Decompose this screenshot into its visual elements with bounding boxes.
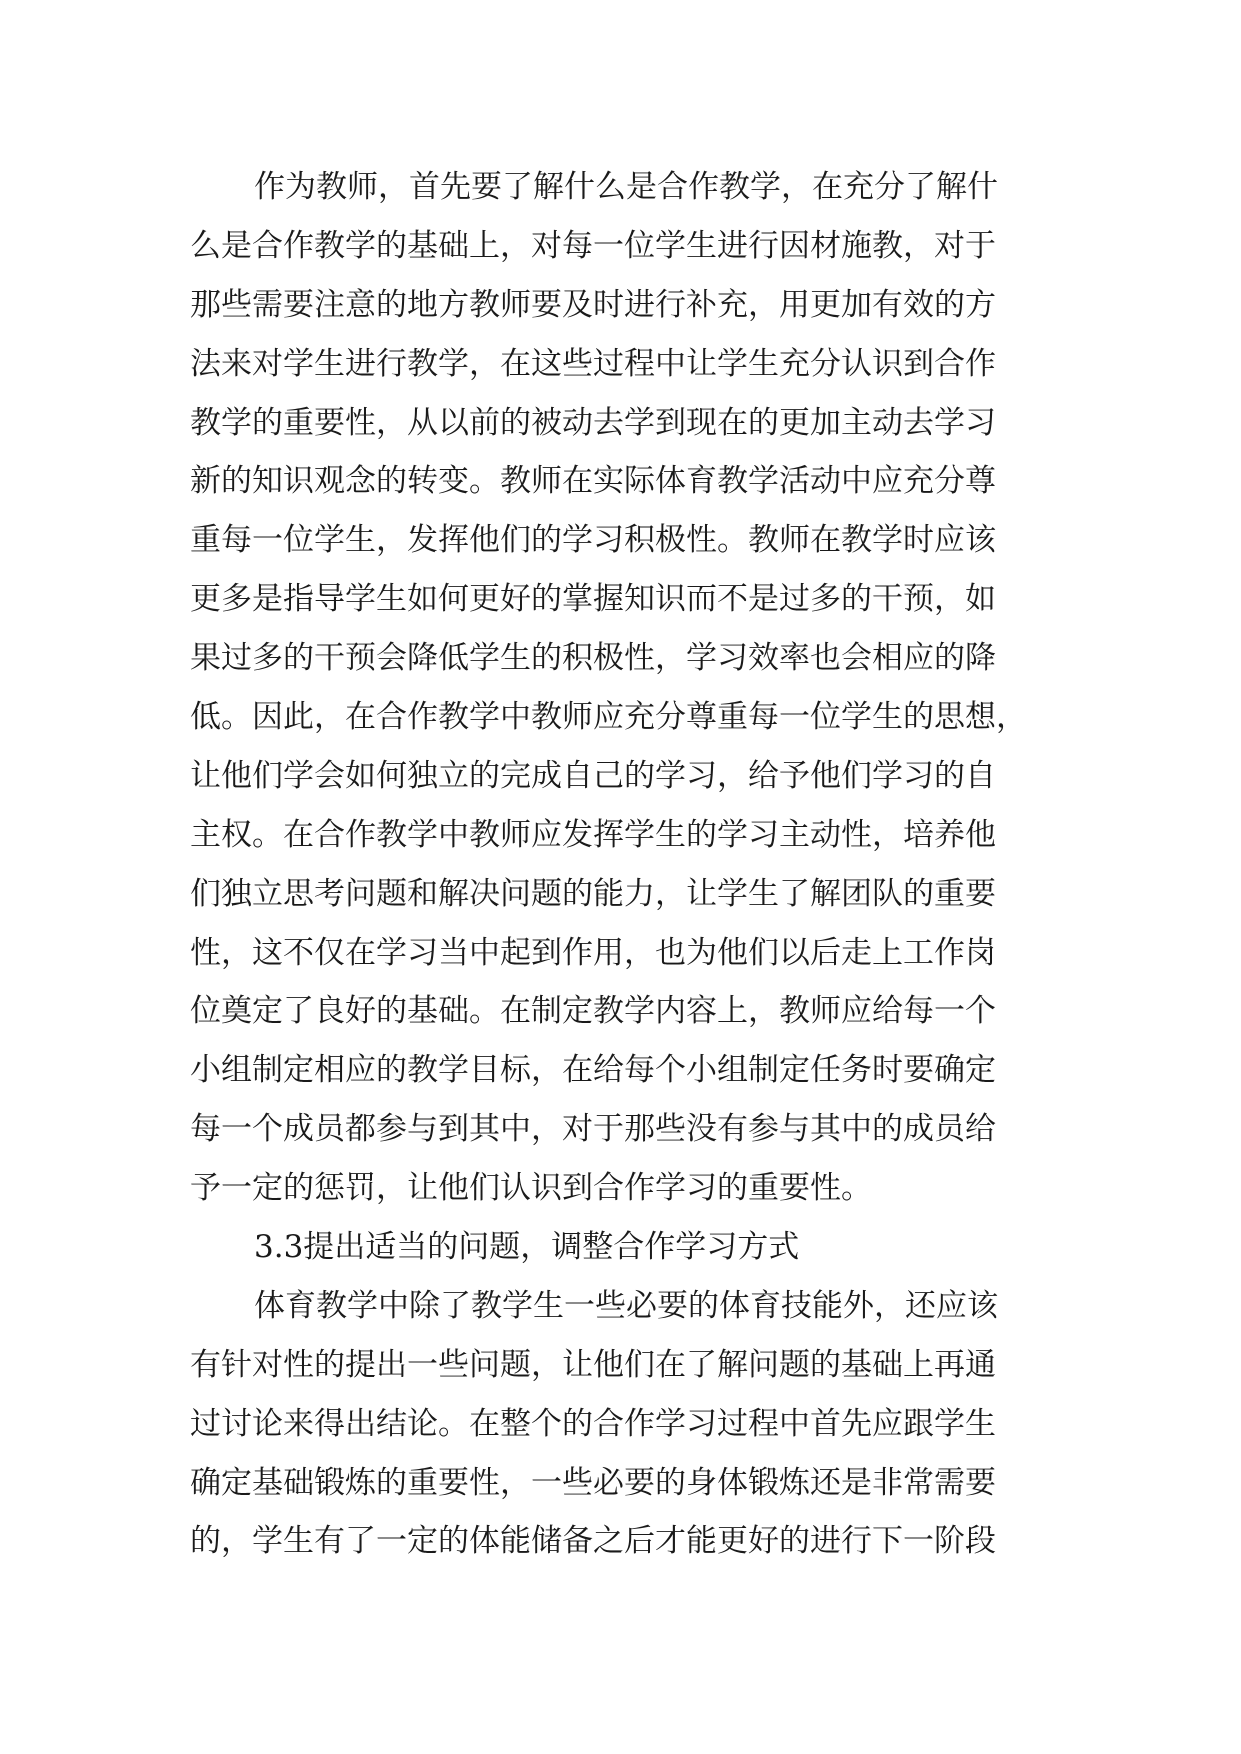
text-line: 位奠定了良好的基础。在制定教学内容上，教师应给每一个 <box>190 993 996 1030</box>
paragraph-first-line: 作为教师，首先要了解什么是合作教学，在充分了解什 <box>254 169 998 205</box>
text-line: 么是合作教学的基础上，对每一位学生进行因材施教，对于 <box>190 227 996 264</box>
text-line: 那些需要注意的地方教师要及时进行补充，用更加有效的方 <box>190 286 996 323</box>
text-line: 果过多的干预会降低学生的积极性，学习效率也会相应的降 <box>190 640 996 677</box>
text-line: 们独立思考问题和解决问题的能力，让学生了解团队的重要 <box>190 875 996 912</box>
text-line: 予一定的惩罚，让他们认识到合作学习的重要性。 <box>190 1170 872 1207</box>
text-line: 主权。在合作教学中教师应发挥学生的学习主动性，培养他 <box>190 816 996 853</box>
text-line: 重每一位学生，发挥他们的学习积极性。教师在教学时应该 <box>190 522 996 559</box>
text-line: 新的知识观念的转变。教师在实际体育教学活动中应充分尊 <box>190 463 996 500</box>
text-line: 教学的重要性，从以前的被动去学到现在的更加主动去学习 <box>190 404 996 441</box>
text-line: 的，学生有了一定的体能储备之后才能更好的进行下一阶段 <box>190 1523 996 1560</box>
body-text <box>190 158 1050 1571</box>
text-line: 确定基础锻炼的重要性，一些必要的身体锻炼还是非常需要 <box>190 1464 996 1501</box>
text-line: 每一个成员都参与到其中，对于那些没有参与其中的成员给 <box>190 1111 996 1148</box>
text-line: 法来对学生进行教学，在这些过程中让学生充分认识到合作 <box>190 345 996 382</box>
text-line: 小组制定相应的教学目标，在给每个小组制定任务时要确定 <box>190 1052 996 1089</box>
text-line: 有针对性的提出一些问题，让他们在了解问题的基础上再通 <box>190 1346 996 1383</box>
text-line: 让他们学会如何独立的完成自己的学习，给予他们学习的自 <box>190 757 996 794</box>
text-line: 过讨论来得出结论。在整个的合作学习过程中首先应跟学生 <box>190 1405 996 1442</box>
text-line: 更多是指导学生如何更好的掌握知识而不是过多的干预，如 <box>190 581 996 618</box>
text-line: 性，这不仅在学习当中起到作用，也为他们以后走上工作岗 <box>190 934 996 971</box>
paragraph-first-line: 3.3提出适当的问题，调整合作学习方式 <box>254 1229 800 1266</box>
paragraph-first-line: 体育教学中除了教学生一些必要的体育技能外，还应该 <box>254 1287 998 1324</box>
text-line: 低。因此，在合作教学中教师应充分尊重每一位学生的思想， <box>190 699 1027 736</box>
